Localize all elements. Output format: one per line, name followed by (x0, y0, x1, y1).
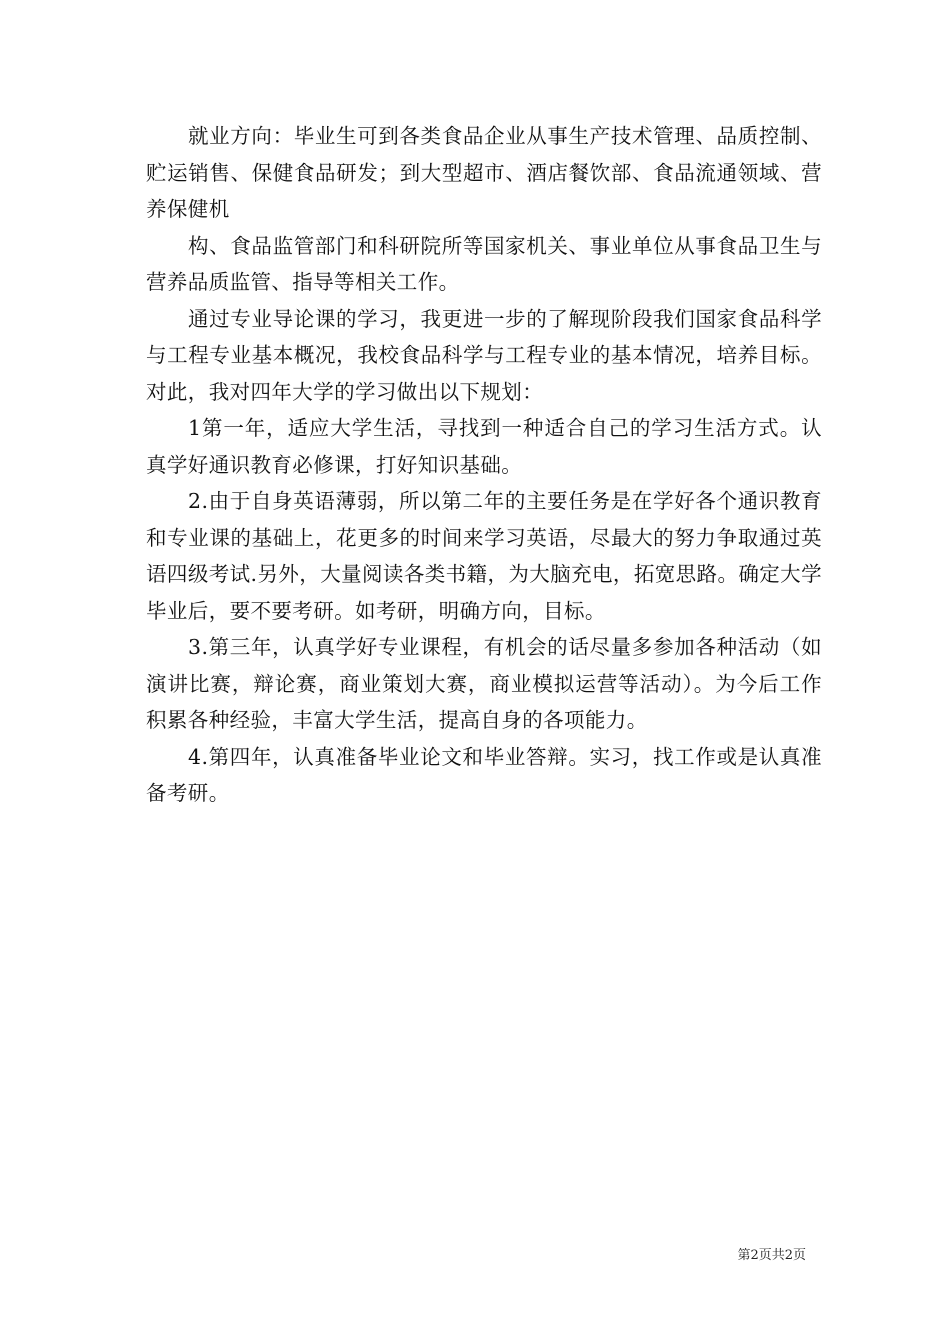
paragraph-course-reflection: 通过专业导论课的学习，我更进一步的了解现阶段我们国家食品科学与工程专业基本概况，我校食品科学与工程专业的基本情况，培养目标。对此，我对四年大学的学习做出以下规划： (146, 306, 822, 404)
document-body (146, 118, 822, 812)
paragraph-plan-year-4: 4.第四年，认真准备毕业论文和毕业答辩。实习，找工作或是认真准备考研。 (146, 744, 822, 805)
paragraph-plan-year-1: 1第一年，适应大学生活，寻找到一种适合自己的学习生活方式。认真学好通识教育必修课，打好知识基础。 (146, 416, 822, 477)
paragraph-plan-year-3: 3.第三年，认真学好专业课程，有机会的话尽量多参加各种活动（如演讲比赛，辩论赛，商业策划大赛，商业模拟运营等活动）。为今后工作积累各种经验，丰富大学生活，提高自身的各项能力。 (146, 635, 822, 732)
paragraph-plan-year-2: 2.由于自身英语薄弱，所以第二年的主要任务是在学好各个通识教育和专业课的基础上，花更多的时间来学习英语，尽最大的努力争取通过英语四级考试.另外，大量阅读各类书籍，为大脑充电，拓宽思路。确定大学毕业后，要不要考研。如考研，明确方向，目标。 (146, 489, 822, 623)
paragraph-employment-continued: 构、食品监管部门和科研院所等国家机关、事业单位从事食品卫生与营养品质监管、指导等相关工作。 (146, 233, 822, 294)
page-number-footer: 第2页共2页 (737, 1248, 806, 1263)
paragraph-employment-direction: 就业方向：毕业生可到各类食品企业从事生产技术管理、品质控制、贮运销售、保健食品研发；到大型超市、酒店餐饮部、食品流通领域、营养保健机 (146, 124, 822, 221)
